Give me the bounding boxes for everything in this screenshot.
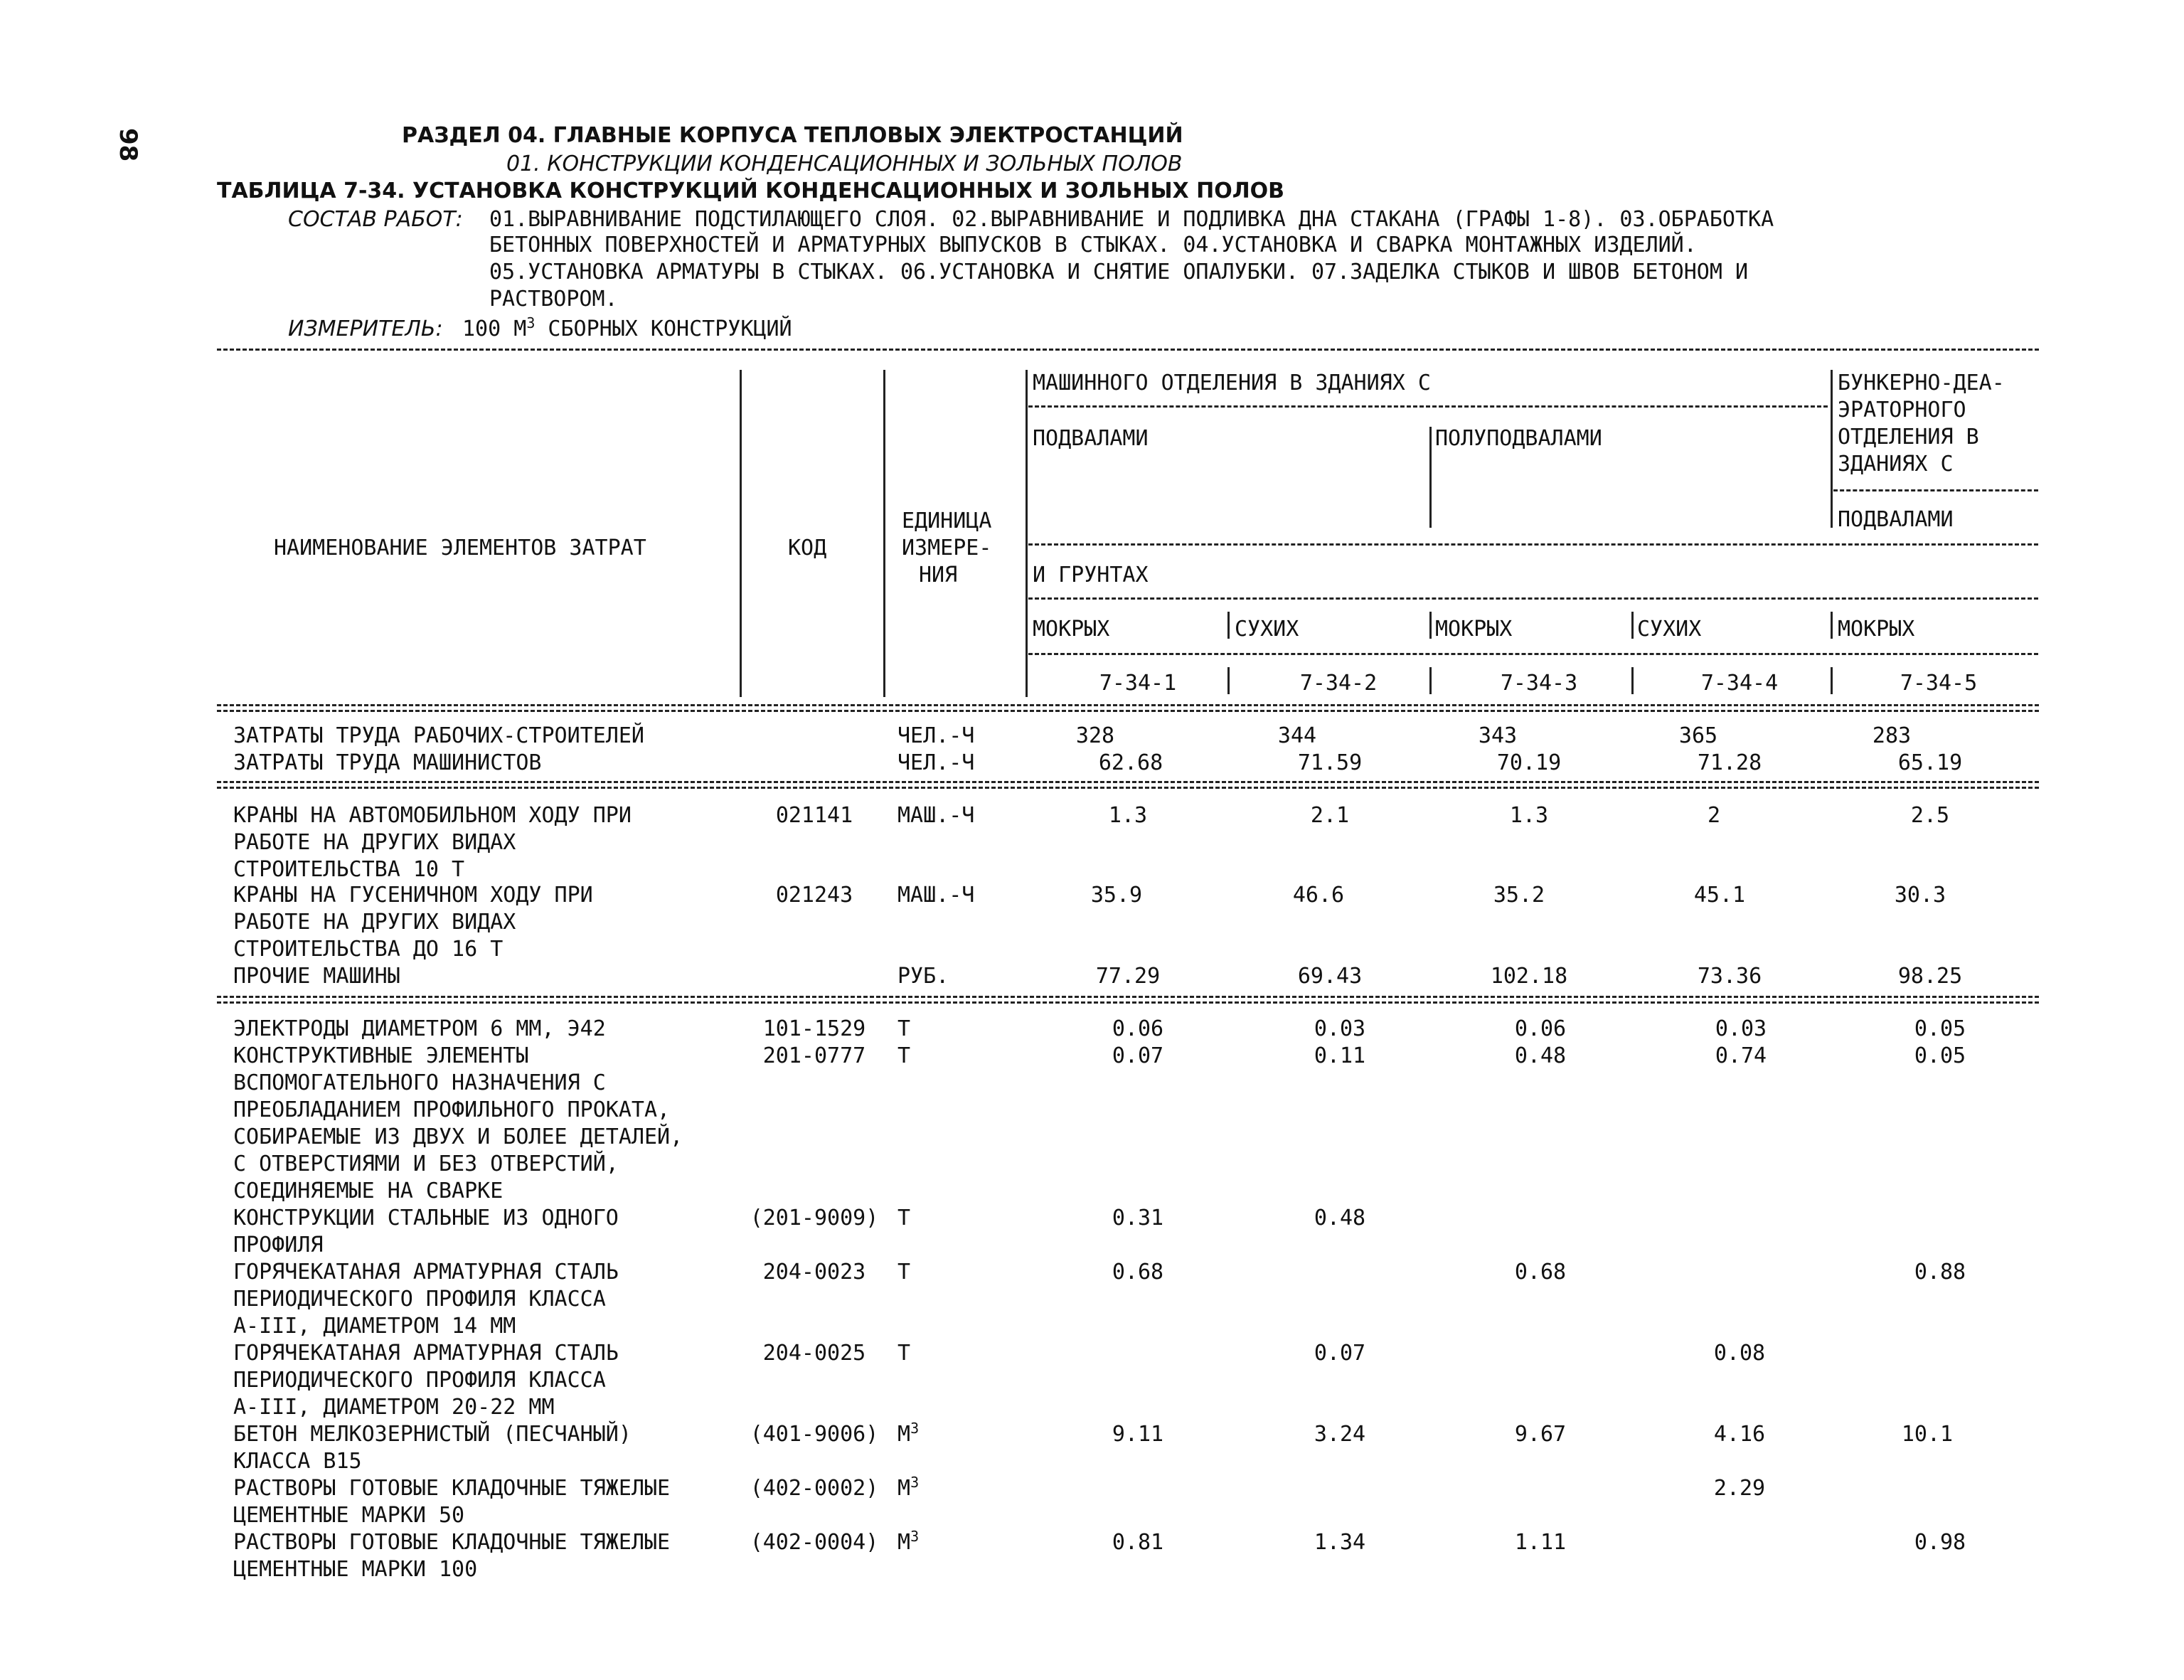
row-unit: Т [897, 1016, 911, 1041]
header-group-bunker: БУНКЕРНО-ДЕА- [1838, 371, 2005, 395]
row-code: 204-0023 [762, 1260, 866, 1285]
row-code: 201-0777 [762, 1043, 866, 1068]
value-cell: 2 [1707, 803, 1721, 828]
value-cell: 2.1 [1310, 803, 1350, 828]
value-cell: 30.3 [1894, 883, 1946, 908]
column-divider [1631, 612, 1634, 639]
value-cell: 77.29 [1095, 964, 1161, 989]
table-rule [217, 787, 2039, 789]
header-dry: СУХИХ [1637, 617, 1702, 642]
row-name: КРАНЫ НА АВТОМОБИЛЬНОМ ХОДУ ПРИ РАБОТЕ НА ДРУГИХ ВИДАХ СТРОИТЕЛЬСТВА 10 Т [233, 803, 632, 882]
header-group-machine: МАШИННОГО ОТДЕЛЕНИЯ В ЗДАНИЯХ С [1033, 371, 1431, 395]
column-divider [1429, 667, 1432, 694]
row-code: 101-1529 [762, 1016, 866, 1041]
value-cell: 98.25 [1897, 964, 1963, 989]
value-cell: 365 [1678, 723, 1718, 748]
column-code: 7-34-4 [1700, 671, 1779, 696]
header-unit: ИЗМЕРЕ- [902, 536, 992, 560]
value-cell: 0.88 [1914, 1260, 1966, 1285]
value-cell: 0.06 [1514, 1016, 1567, 1041]
composition-line: РАСТВОРОМ. [489, 287, 618, 312]
table-rule [217, 781, 2039, 783]
value-cell: 45.1 [1693, 883, 1746, 908]
column-divider [1429, 427, 1432, 528]
row-name: ЭЛЕКТРОДЫ ДИАМЕТРОМ 6 ММ, Э42 [233, 1016, 606, 1041]
value-cell: 1.3 [1509, 803, 1549, 828]
value-cell: 344 [1277, 723, 1317, 748]
row-unit: $М^3$ [897, 1420, 920, 1447]
column-code: 7-34-1 [1099, 671, 1177, 696]
row-unit: Т [897, 1043, 911, 1068]
header-semibasements: ПОЛУПОДВАЛАМИ [1435, 426, 1602, 451]
value-cell: 46.6 [1292, 883, 1345, 908]
row-unit: Т [897, 1260, 911, 1285]
header-rule [1028, 653, 2038, 655]
row-unit: МАШ.-Ч [897, 883, 975, 908]
value-cell: 2.29 [1713, 1476, 1766, 1501]
value-cell: 9.11 [1112, 1422, 1164, 1447]
row-name: ЗАТРАТЫ ТРУДА РАБОЧИХ-СТРОИТЕЛЕЙ [233, 723, 644, 748]
table-title: ТАБЛИЦА 7-34. УСТАНОВКА КОНСТРУКЦИЙ КОНДЕНСАЦИОННЫХ И ЗОЛЬНЫХ ПОЛОВ [217, 179, 1285, 203]
row-code: (402-0004) [750, 1530, 879, 1555]
value-cell: 62.68 [1098, 750, 1163, 775]
row-unit: ЧЕЛ.-Ч [897, 723, 975, 748]
row-name: РАСТВОРЫ ГОТОВЫЕ КЛАДОЧНЫЕ ТЯЖЕЛЫЕ ЦЕМЕНТНЫЕ МАРКИ 100 [233, 1530, 671, 1582]
row-code: (401-9006) [750, 1422, 879, 1447]
column-divider [1429, 612, 1432, 639]
table-top-rule [217, 349, 2039, 351]
value-cell: 328 [1075, 723, 1115, 748]
table-rule [217, 996, 2039, 998]
value-cell: 0.48 [1314, 1206, 1366, 1230]
column-divider [740, 370, 742, 697]
header-dry: СУХИХ [1235, 617, 1299, 642]
header-wet: МОКРЫХ [1033, 617, 1110, 642]
column-divider [1831, 667, 1833, 694]
value-cell: 0.06 [1112, 1016, 1164, 1041]
column-code: 7-34-2 [1299, 671, 1378, 696]
header-unit: НИЯ [919, 563, 958, 588]
row-unit: Т [897, 1206, 911, 1230]
row-code: 021243 [775, 883, 853, 908]
value-cell: 0.03 [1715, 1016, 1767, 1041]
value-cell: 0.68 [1112, 1260, 1164, 1285]
value-cell: 73.36 [1697, 964, 1762, 989]
header-name: НАИМЕНОВАНИЕ ЭЛЕМЕНТОВ ЗАТРАТ [274, 536, 646, 560]
value-cell: 1.34 [1314, 1530, 1366, 1555]
value-cell: 102.18 [1490, 964, 1568, 989]
composition-line: БЕТОННЫХ ПОВЕРХНОСТЕЙ И АРМАТУРНЫХ ВЫПУСКОВ В СТЫКАХ. 04.УСТАНОВКА И СВАРКА МОНТАЖНЫХ ИЗДЕЛИЙ. [489, 233, 1697, 257]
header-bunker-basements: ПОДВАЛАМИ [1838, 507, 1954, 532]
value-cell: 0.05 [1914, 1016, 1966, 1041]
value-cell: 65.19 [1897, 750, 1963, 775]
column-divider [1831, 370, 1833, 528]
value-cell: 35.2 [1493, 883, 1545, 908]
value-cell: 1.11 [1514, 1530, 1567, 1555]
row-unit: ЧЕЛ.-Ч [897, 750, 975, 775]
value-cell: 69.43 [1297, 964, 1363, 989]
row-name: РАСТВОРЫ ГОТОВЫЕ КЛАДОЧНЫЕ ТЯЖЕЛЫЕ ЦЕМЕНТНЫЕ МАРКИ 50 [233, 1476, 671, 1528]
header-wet: МОКРЫХ [1838, 617, 1915, 642]
header-code: КОД [788, 536, 827, 560]
value-cell: 10.1 [1901, 1422, 1954, 1447]
row-code: (201-9009) [750, 1206, 879, 1230]
table-rule [217, 710, 2039, 712]
table-rule [217, 1001, 2039, 1004]
value-cell: 2.5 [1910, 803, 1950, 828]
value-cell: 71.59 [1297, 750, 1363, 775]
value-cell: 4.16 [1713, 1422, 1766, 1447]
column-divider [1227, 667, 1230, 694]
value-cell: 0.11 [1314, 1043, 1366, 1068]
row-name: ГОРЯЧЕКАТАНАЯ АРМАТУРНАЯ СТАЛЬ ПЕРИОДИЧЕСКОГО ПРОФИЛЯ КЛАССА А-III, ДИАМЕТРОМ 20-22 ММ [233, 1341, 619, 1420]
column-code: 7-34-3 [1500, 671, 1578, 696]
row-unit: $М^3$ [897, 1474, 920, 1501]
header-rule [1028, 543, 2038, 546]
header-unit: ЕДИНИЦА [902, 509, 992, 533]
value-cell: 70.19 [1496, 750, 1562, 775]
measure-value: 100 $М^3$ СБОРНЫХ КОНСТРУКЦИЙ [462, 314, 792, 341]
row-unit: МАШ.-Ч [897, 803, 975, 828]
row-code: 021141 [775, 803, 853, 828]
section-title: РАЗДЕЛ 04. ГЛАВНЫЕ КОРПУСА ТЕПЛОВЫХ ЭЛЕКТРОСТАНЦИЙ [402, 123, 1183, 148]
row-code: (402-0002) [750, 1476, 879, 1501]
value-cell: 1.3 [1108, 803, 1148, 828]
value-cell: 0.98 [1914, 1530, 1966, 1555]
row-name: КОНСТРУКЦИИ СТАЛЬНЫЕ ИЗ ОДНОГО ПРОФИЛЯ [233, 1206, 619, 1258]
row-name: КРАНЫ НА ГУСЕНИЧНОМ ХОДУ ПРИ РАБОТЕ НА ДРУГИХ ВИДАХ СТРОИТЕЛЬСТВА ДО 16 Т [233, 883, 593, 962]
value-cell: 0.68 [1514, 1260, 1567, 1285]
value-cell: 9.67 [1514, 1422, 1567, 1447]
row-unit: $М^3$ [897, 1528, 920, 1555]
column-divider [1026, 370, 1028, 697]
row-name: БЕТОН МЕЛКОЗЕРНИСТЫЙ (ПЕСЧАНЫЙ) КЛАССА В15 [233, 1422, 632, 1474]
value-cell: 0.07 [1314, 1341, 1366, 1366]
header-group-bunker: ЗДАНИЯХ С [1838, 452, 1954, 477]
page-number: 98 [114, 128, 142, 162]
column-code: 7-34-5 [1900, 671, 1978, 696]
column-divider [1227, 612, 1230, 639]
value-cell: 0.48 [1514, 1043, 1567, 1068]
table-rule [217, 704, 2039, 706]
value-cell: 0.31 [1112, 1206, 1164, 1230]
value-cell: 0.74 [1715, 1043, 1767, 1068]
column-divider [1631, 667, 1634, 694]
value-cell: 0.07 [1112, 1043, 1164, 1068]
row-name: ЗАТРАТЫ ТРУДА МАШИНИСТОВ [233, 750, 542, 775]
composition-line: 05.УСТАНОВКА АРМАТУРЫ В СТЫКАХ. 06.УСТАНОВКА И СНЯТИЕ ОПАЛУБКИ. 07.ЗАДЕЛКА СТЫКОВ И ШВОВ БЕТОНОМ И [489, 260, 1749, 285]
measure-label: ИЗМЕРИТЕЛЬ: [288, 317, 443, 341]
value-cell: 35.9 [1090, 883, 1143, 908]
value-cell: 0.05 [1914, 1043, 1966, 1068]
row-unit: Т [897, 1341, 911, 1366]
header-basements: ПОДВАЛАМИ [1033, 426, 1149, 451]
header-rule [1028, 405, 1828, 408]
header-group-bunker: ЭРАТОРНОГО [1838, 398, 1966, 422]
row-name: КОНСТРУКТИВНЫЕ ЭЛЕМЕНТЫ ВСПОМОГАТЕЛЬНОГО НАЗНАЧЕНИЯ С ПРЕОБЛАДАНИЕМ ПРОФИЛЬНОГО ПРОКАТА, СОБИРАЕМЫЕ ИЗ ДВУХ И БОЛЕЕ ДЕТАЛЕЙ, С ОТВЕРСТИЯМИ И БЕЗ ОТВЕРСТИЙ, СОЕДИНЯЕМЫЕ НА СВАРКЕ [233, 1043, 683, 1203]
subsection-title: 01. КОНСТРУКЦИИ КОНДЕНСАЦИОННЫХ И ЗОЛЬНЫХ ПОЛОВ [506, 151, 1183, 176]
value-cell: 0.03 [1314, 1016, 1366, 1041]
header-rule [1028, 597, 2038, 600]
value-cell: 343 [1478, 723, 1518, 748]
row-name: ГОРЯЧЕКАТАНАЯ АРМАТУРНАЯ СТАЛЬ ПЕРИОДИЧЕСКОГО ПРОФИЛЯ КЛАССА А-III, ДИАМЕТРОМ 14 ММ [233, 1260, 619, 1339]
composition-line: 01.ВЫРАВНИВАНИЕ ПОДСТИЛАЮЩЕГО СЛОЯ. 02.ВЫРАВНИВАНИЕ И ПОДЛИВКА ДНА СТАКАНА (ГРАФЫ 1-8). 03.ОБРАБОТКА [489, 207, 1774, 232]
header-group-bunker: ОТДЕЛЕНИЯ В [1838, 425, 1979, 450]
value-cell: 71.28 [1697, 750, 1762, 775]
composition-label: СОСТАВ РАБОТ: [288, 207, 463, 232]
header-in-soils: И ГРУНТАХ [1033, 563, 1149, 588]
value-cell: 3.24 [1314, 1422, 1366, 1447]
row-unit: РУБ. [897, 964, 949, 989]
header-rule [1833, 489, 2038, 491]
column-divider [883, 370, 885, 697]
header-wet: МОКРЫХ [1435, 617, 1513, 642]
value-cell: 283 [1872, 723, 1912, 748]
column-divider [1831, 612, 1833, 639]
value-cell: 0.81 [1112, 1530, 1164, 1555]
row-code: 204-0025 [762, 1341, 866, 1366]
row-name: ПРОЧИЕ МАШИНЫ [233, 964, 400, 989]
value-cell: 0.08 [1713, 1341, 1766, 1366]
